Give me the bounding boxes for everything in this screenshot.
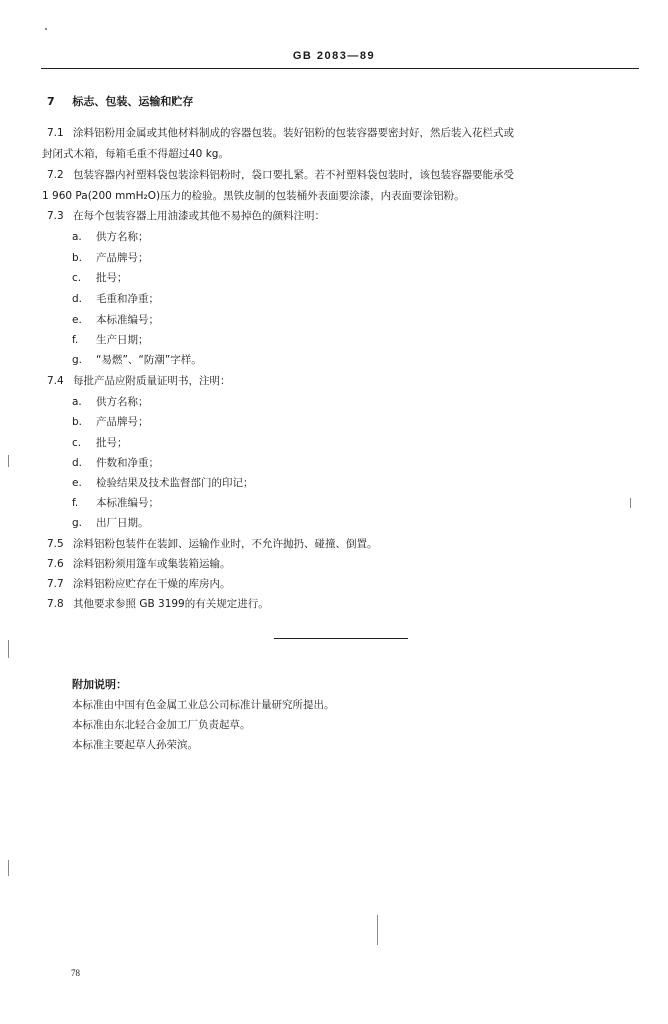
scan-speck xyxy=(630,498,631,508)
clause-text: 涂料铝粉须用篷车或集装箱运输。 xyxy=(73,558,231,570)
sub-item: g. 出厂日期。 xyxy=(72,517,149,529)
clause-number: 7.5 xyxy=(47,538,64,550)
clause-text: 包装容器内衬塑料袋包装涂料铝粉时，袋口要扎紧。若不衬塑料袋包装时，该包装容器要能承受 xyxy=(73,169,514,181)
sub-item: c. 批号； xyxy=(72,272,128,284)
sub-item: b. 产品牌号； xyxy=(72,252,149,264)
clause-number: 7.4 xyxy=(47,375,64,387)
clause-7-2 xyxy=(47,168,514,182)
clause-text: 在每个包装容器上用油漆或其他不易掉色的颜料注明： xyxy=(73,210,325,222)
clause-number: 7.2 xyxy=(47,169,64,181)
scan-speck xyxy=(8,640,9,658)
clause-7-5 xyxy=(47,537,378,551)
scan-speck xyxy=(377,915,378,945)
scan-speck xyxy=(45,28,47,30)
clause-number: 7.6 xyxy=(47,558,64,570)
clause-number: 7.3 xyxy=(47,210,64,222)
clause-7-7 xyxy=(47,577,231,591)
notes-line: 本标准由中国有色金属工业总公司标准计量研究所提出。 xyxy=(72,699,335,711)
notes-title: 附加说明： xyxy=(72,678,127,691)
sub-item: g. “易燃”、“防潮”字样。 xyxy=(72,354,202,366)
scan-speck xyxy=(8,455,9,467)
sub-item: a. 供方名称； xyxy=(72,231,149,243)
clause-7-2-continuation: 1 960 Pa(200 mmH₂O)压力的检验。黑铁皮制的包装桶外表面要涂漆，内表面要涂铝粉。 xyxy=(42,190,465,202)
section-heading xyxy=(47,95,193,109)
clause-7-8 xyxy=(47,597,269,611)
scan-speck xyxy=(8,860,9,876)
sub-item: e. 检验结果及技术监督部门的印记； xyxy=(72,477,254,489)
clause-text: 其他要求参照 GB 3199的有关规定进行。 xyxy=(73,598,269,610)
clause-number: 7.1 xyxy=(47,127,64,139)
page-number: 78 xyxy=(71,968,80,978)
sub-item: d. 毛重和净重； xyxy=(72,293,159,305)
header-rule xyxy=(41,68,639,69)
clause-7-3 xyxy=(47,209,325,223)
clause-number: 7.8 xyxy=(47,598,64,610)
clause-text: 涂料铝粉应贮存在干燥的库房内。 xyxy=(73,578,231,590)
sub-item: f. 生产日期； xyxy=(72,334,149,346)
clause-7-4 xyxy=(47,374,231,388)
sub-item: a. 供方名称； xyxy=(72,396,149,408)
clause-number: 7.7 xyxy=(47,578,64,590)
clause-7-1 xyxy=(47,126,514,140)
sub-item: d. 件数和净重； xyxy=(72,457,159,469)
clause-text: 涂料铝粉包装件在装卸、运输作业时，不允许抛扔、碰撞、倒置。 xyxy=(73,538,378,550)
sub-item: f. 本标准编号； xyxy=(72,497,159,509)
sub-item: b. 产品牌号； xyxy=(72,416,149,428)
clause-text: 每批产品应附质量证明书，注明： xyxy=(73,375,231,387)
notes-line: 本标准主要起草人孙荣滨。 xyxy=(72,739,198,751)
clause-text: 涂料铝粉用金属或其他材料制成的容器包装。装好铝粉的包装容器要密封好，然后装入花栏式或 xyxy=(73,127,514,139)
notes-line: 本标准由东北轻合金加工厂负责起草。 xyxy=(72,719,251,731)
clause-7-6 xyxy=(47,557,231,571)
section-title: 标志、包装、运输和贮存 xyxy=(72,95,194,108)
section-number: 7 xyxy=(47,95,55,108)
end-of-text-rule xyxy=(274,638,408,639)
sub-item: c. 批号； xyxy=(72,437,128,449)
sub-item: e. 本标准编号； xyxy=(72,314,159,326)
clause-7-1-continuation: 封闭式木箱，每箱毛重不得超过40 kg。 xyxy=(42,148,229,160)
standard-code-header: GB 2083—89 xyxy=(292,50,376,62)
